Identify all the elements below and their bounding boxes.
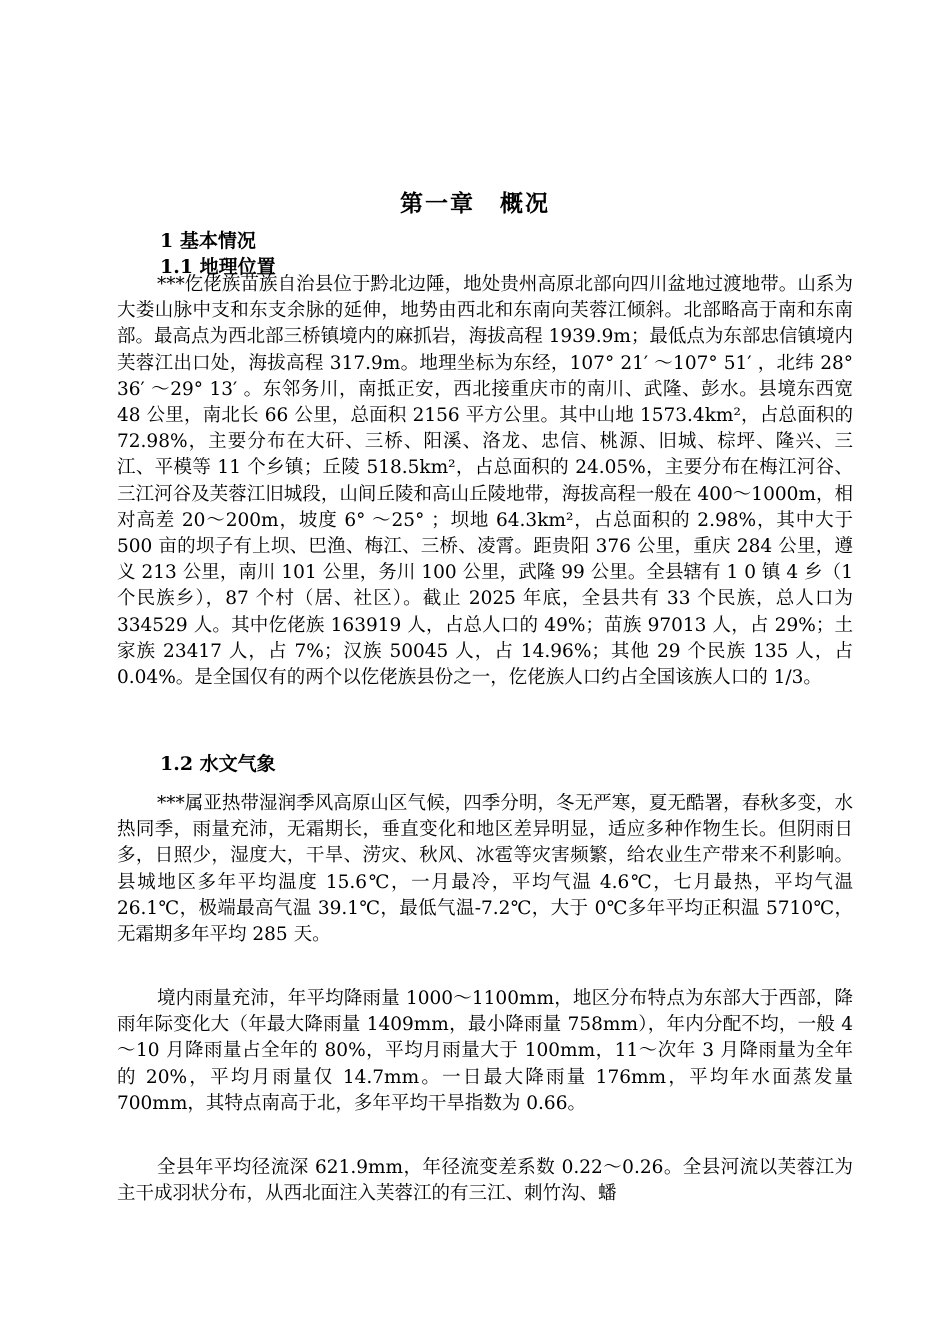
subsection-heading-location: 1.1 地理位置	[160, 256, 276, 278]
subsection-heading-hydrology: 1.2 水文气象	[160, 753, 276, 775]
section-heading-basic-info: 1 基本情况	[160, 230, 256, 252]
chapter-title: 第一章 概况	[400, 190, 550, 217]
paragraph-runoff: 全县年平均径流深 621.9mm，年径流变差系数 0.22～0.26。全县河流以芙蓉江为主干成羽状分布，从西北面注入芙蓉江的有三江、刺竹沟、蟠	[117, 1157, 853, 1205]
paragraph-rainfall: 境内雨量充沛，年平均降雨量 1000～1100mm，地区分布特点为东部大于西部，降雨年际变化大（年最大降雨量 1409mm，最小降雨量 758mm），年内分配不均，一般 4～10 月降雨量占全年的 80%，平均月雨量大于 100mm，11～次年 3 月降雨量为全年的 20%，平均月雨量仅 14.7mm。一日最大降雨量 176mm，平均年水面蒸发量 700mm，其特点南高于北，多年平均干旱指数为 0.66。	[117, 988, 853, 1114]
paragraph-geography: ***仡佬族苗族自治县位于黔北边陲，地处贵州高原北部向四川盆地过渡地带。山系为大娄山脉中支和东支余脉的延伸，地势由西北和东南向芙蓉江倾斜。北部略高于南和东南部。最高点为西北部三桥镇境内的麻抓岩，海拔高程 1939.9m；最低点为东部忠信镇境内芙蓉江出口处，海拔高程 317.9m。地理坐标为东经，107° 21′ ～107° 51′ ，北纬 28° 36′ ～29° 13′ 。东邻务川，南抵正安，西北接重庆市的南川、武隆、彭水。县境东西宽 48 公里，南北长 66 公里，总面积 2156 平方公里。其中山地 1573.4km²，占总面积的 72.98%，主要分布在大矸、三桥、阳溪、洛龙、忠信、桃源、旧城、棕坪、隆兴、三江、平模等 11 个乡镇；丘陵 518.5km²，占总面积的 24.05%，主要分布在梅江河谷、三江河谷及芙蓉江旧城段，山间丘陵和高山丘陵地带，海拔高程一般在 400～1000m，相对高差 20～200m，坡度 6° ～25° ；坝地 64.3km²，占总面积的 2.98%，其中大于 500 亩的坝子有上坝、巴渔、梅江、三桥、凌霄。距贵阳 376 公里，重庆 284 公里，遵义 213 公里，南川 101 公里，务川 100 公里，武隆 99 公里。全县辖有 1 0 镇 4 乡（1 个民族乡），87 个村（居、社区）。截止 2025 年底，全县共有 33 个民族，总人口为 334529 人。其中仡佬族 163919 人，占总人口的 49%；苗族 97013 人，占 29%；土家族 23417 人，占 7%；汉族 50045 人，占 14.96%；其他 29 个民族 135 人，占 0.04%。是全国仅有的两个以仡佬族县份之一，仡佬族人口约占全国该族人口的 1/3。	[117, 274, 853, 689]
paragraph-climate: ***属亚热带湿润季风高原山区气候，四季分明，冬无严寒，夏无酷署，春秋多变，水热同季，雨量充沛，无霜期长，垂直变化和地区差异明显，适应多种作物生长。但阴雨日多，日照少，湿度大，干旱、涝灾、秋风、冰雹等灾害频繁，给农业生产带来不利影响。县城地区多年平均温度 15.6℃，一月最冷，平均气温 4.6℃，七月最热，平均气温 26.1℃，极端最高气温 39.1℃，最低气温-7.2℃，大于 0℃多年平均正积温 5710℃，无霜期多年平均 285 天。	[117, 793, 853, 946]
